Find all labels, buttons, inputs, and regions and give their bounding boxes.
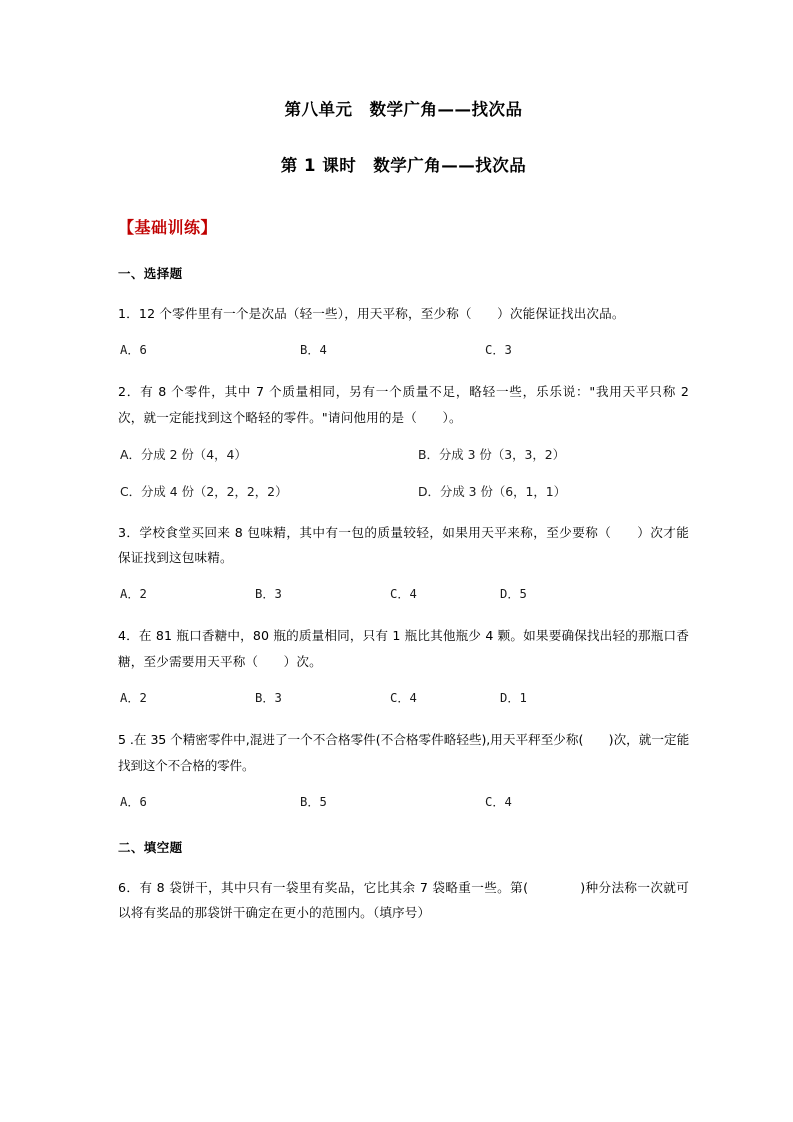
options-row-4 <box>118 689 689 708</box>
option-1-c[interactable]: C．3 <box>485 343 512 357</box>
option-4-c[interactable]: C．4 <box>390 690 417 705</box>
question-text-4: 4．在 81 瓶口香糖中，80 瓶的质量相同，只有 1 瓶比其他瓶少 4 颗。如果要确保找出轻的那瓶口香糖，至少需要用天平称（ ）次。 <box>118 628 689 670</box>
part-heading-fill-in-blank: 二、填空题 <box>118 839 183 855</box>
option-4-b[interactable]: B．3 <box>255 690 282 705</box>
option-1-b[interactable]: B．4 <box>300 343 327 357</box>
unit-title: 第八单元 数学广角——找次品 <box>284 100 523 119</box>
question-text-1: 1．12 个零件里有一个是次品（轻一些），用天平称，至少称（ ）次能保证找出次品。 <box>118 306 625 322</box>
question-text-5: 5 .在 35 个精密零件中,混进了一个不合格零件(不合格零件略轻些),用天平秤至少称( )次，就一定能找到这个不合格的零件。 <box>118 731 689 773</box>
question-text-6: 6．有 8 袋饼干，其中只有一袋里有奖品，它比其余 7 袋略重一些。第( )种分法称一次就可以将有奖品的那袋饼干确定在更小的范围内。（填序号） <box>118 879 689 921</box>
question-text-3: 3．学校食堂买回来 8 包味精，其中有一包的质量较轻，如果用天平来称，至少要称（ ）次才能保证找到这包味精。 <box>118 524 689 566</box>
option-2-d[interactable]: D．分成 3 份（6，1，1） <box>418 483 567 499</box>
option-2-b[interactable]: B．分成 3 份（3，3，2） <box>418 446 566 462</box>
section-heading-basic-training: 【基础训练】 <box>118 218 218 238</box>
part-heading-multiple-choice: 一、选择题 <box>118 266 183 282</box>
option-2-a[interactable]: A．分成 2 份（4，4） <box>120 446 247 462</box>
option-2-c[interactable]: C．分成 4 份（2，2，2，2） <box>120 483 288 499</box>
option-3-b[interactable]: B．3 <box>255 587 282 602</box>
option-5-c[interactable]: C．4 <box>485 794 512 809</box>
option-4-d[interactable]: D．1 <box>500 690 527 705</box>
option-1-a[interactable]: A．6 <box>120 343 147 357</box>
options-row-5 <box>118 793 689 812</box>
option-3-d[interactable]: D．5 <box>500 587 527 602</box>
option-3-a[interactable]: A．2 <box>120 587 147 602</box>
option-5-b[interactable]: B．5 <box>300 794 327 809</box>
options-row-1 <box>118 341 689 360</box>
option-3-c[interactable]: C．4 <box>390 587 417 602</box>
options-row-2 <box>118 445 689 501</box>
question-text-2: 2．有 8 个零件，其中 7 个质量相同，另有一个质量不足，略轻一些，乐乐说："我用天平只称 2 次，就一定能找到这个略轻的零件。"请问他用的是（ ）。 <box>118 384 689 425</box>
lesson-title: 第 1 课时 数学广角——找次品 <box>280 156 527 176</box>
option-4-a[interactable]: A．2 <box>120 690 147 705</box>
option-5-a[interactable]: A．6 <box>120 794 147 809</box>
options-row-3 <box>118 585 689 604</box>
